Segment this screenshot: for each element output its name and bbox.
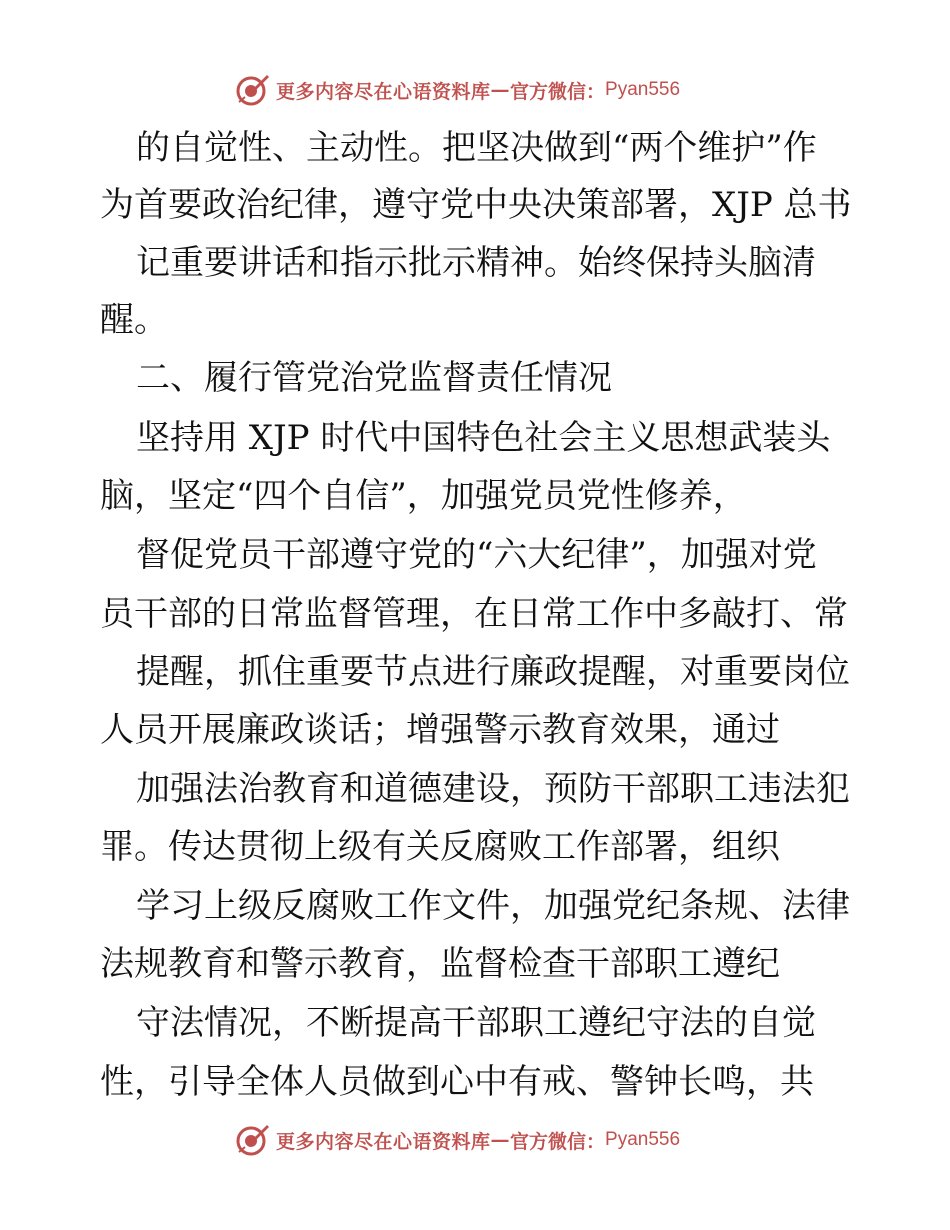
section-heading: 二、履行管党治党监督责任情况 [136, 358, 612, 398]
body-line: 脑，坚定“四个自信”，加强党员党性修养， [100, 476, 747, 516]
watermark-dash: — [490, 1129, 511, 1151]
body-line: 守法情况，不断提高干部职工遵纪守法的自觉 [136, 1003, 816, 1043]
body-line: 加强法治教育和道德建设，预防干部职工违法犯 [136, 769, 850, 809]
body-line: 督促党员干部遵守党的“六大纪律”，加强对党 [136, 535, 817, 575]
watermark-footer [234, 1120, 680, 1160]
body-line: 记重要讲话和指示批示精神。始终保持头脑清 [136, 243, 816, 283]
watermark-contact-label: 官方微信： [510, 1130, 606, 1153]
body-line: 人员开展廉政谈话；增强警示教育效果，通过 [100, 710, 780, 750]
body-line: 性，引导全体人员做到心中有戒、警钟长鸣，共 [100, 1062, 814, 1102]
body-line: 醒。 [100, 300, 168, 340]
pen-logo-icon [234, 72, 270, 108]
body-line: 法规教育和警示教育，监督检查干部职工遵纪 [100, 944, 780, 984]
watermark-text: 更多内容尽在心语资料库 [276, 1130, 491, 1153]
body-line: 员干部的日常监督管理，在日常工作中多敲打、常 [100, 594, 848, 634]
pen-logo-icon [234, 1122, 270, 1158]
body-line: 为首要政治纪律，遵守党中央决策部署，XJP 总书 [100, 185, 852, 225]
body-line: 提醒，抓住重要节点进行廉政提醒，对重要岗位 [136, 652, 850, 692]
watermark-text: 更多内容尽在心语资料库 [276, 80, 491, 103]
watermark-dash: — [490, 79, 511, 101]
watermark-contact-id: Pyan556 [605, 79, 681, 100]
body-line: 的自觉性、主动性。把坚决做到“两个维护”作 [136, 128, 817, 168]
watermark-contact-id: Pyan556 [605, 1129, 681, 1150]
body-line: 坚持用 XJP 时代中国特色社会主义思想武装头 [136, 418, 831, 458]
watermark-contact-label: 官方微信： [510, 80, 606, 103]
body-line: 罪。传达贯彻上级有关反腐败工作部署，组织 [100, 827, 780, 867]
watermark-header [234, 70, 680, 110]
body-line: 学习上级反腐败工作文件，加强党纪条规、法律 [136, 886, 850, 926]
